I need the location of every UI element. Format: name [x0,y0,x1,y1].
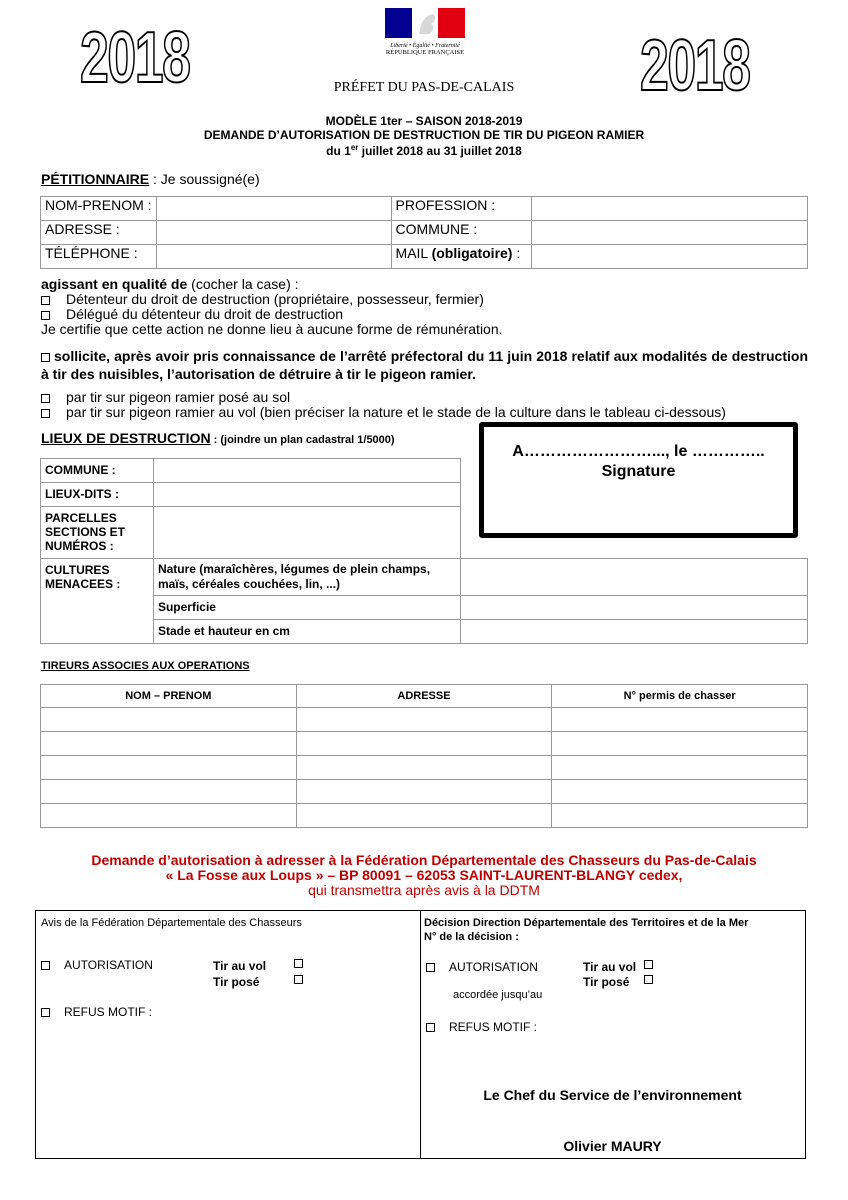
qualite-intro-bold: agissant en qualité de [41,276,188,292]
right-refus-label: REFUS MOTIF : [449,1020,537,1034]
label-adresse: ADRESSE : [41,221,157,245]
checkbox-left-tir-vol[interactable] [294,959,303,968]
tireurs-header-adresse: ADRESSE [296,685,552,708]
label-parcelles [41,507,154,559]
year-left: 2018 [80,18,190,98]
tireur-3-permis[interactable] [552,756,808,780]
tireur-3-nom[interactable] [41,756,297,780]
avis-decision-number: N° de la décision : [424,931,519,943]
cultures-table [40,558,808,644]
checkbox-right-autorisation[interactable] [426,963,435,972]
field-telephone[interactable] [156,245,391,269]
title3-sup: er [350,143,359,152]
tireur-5-permis[interactable] [552,804,808,828]
checkbox-detenteur[interactable] [41,296,50,305]
table-row [41,804,808,828]
label-nom-prenom: NOM-PRENOM : [41,197,157,221]
mail-c: : [512,245,521,261]
right-tir-pose-label: Tir posé [583,975,630,989]
qualite-option-1-label: Détenteur du droit de destruction (propriétaire, possesseur, fermier) [66,291,484,307]
qualite-certify: Je certifie que cette action ne donne lieu à aucune forme de rémunération. [41,321,503,337]
adresse-line-1: Demande d’autorisation à adresser à la Fédération Départementale des Chasseurs du Pas-de-Calais [91,852,757,868]
marianne-republic: RÉPUBLIQUE FRANÇAISE [385,49,465,56]
tireur-4-nom[interactable] [41,780,297,804]
right-tir-vol-label: Tir au vol [583,960,637,974]
parcelles-line-1: PARCELLES [45,511,117,525]
marianne-logo [385,8,465,64]
tir-option-pose-label: par tir sur pigeon ramier posé au sol [66,389,291,405]
label-lieux-commune: COMMUNE : [41,459,154,483]
avis-accordee: accordée jusqu’au [453,989,543,1001]
label-commune: COMMUNE : [391,221,532,245]
qualite-option-1[interactable] [41,292,503,307]
cultures-line-2: MENACEES : [45,577,121,591]
lieux-table-top [40,458,461,559]
checkbox-delegue[interactable] [41,311,50,320]
chef-service: Le Chef du Service de l’environnement [483,1087,742,1103]
title3-a: du 1 [326,144,351,158]
checkbox-left-refus[interactable] [41,1008,50,1017]
signature-box[interactable] [479,422,798,538]
avis-left-autorisation[interactable] [41,958,153,972]
petitionnaire-title: PÉTITIONNAIRE [41,171,150,187]
lieux-note: : (joindre un plan cadastral 1/5000) [210,434,395,446]
table-row [41,780,808,804]
tir-options [41,390,726,420]
mail-a: MAIL [395,245,432,261]
right-autorisation-label: AUTORISATION [449,960,538,974]
label-lieux-dits: LIEUX-DITS : [41,483,154,507]
tireur-1-nom[interactable] [41,708,297,732]
adresse-line-3: qui transmettra après avis à la DDTM [308,882,540,898]
tireur-2-adresse[interactable] [296,732,552,756]
year-right: 2018 [640,26,750,106]
signature-place-date: A……………………..., le ………….. [512,443,765,460]
field-nature[interactable] [460,559,807,596]
avis-right-title: Décision Direction Départementale des Territoires et de la Mer [424,917,749,929]
petitionnaire-suffix: : Je soussigné(e) [149,171,260,187]
checkbox-left-tir-pose[interactable] [294,975,303,984]
qualite-option-2[interactable] [41,307,503,322]
tireur-4-permis[interactable] [552,780,808,804]
label-stade: Stade et hauteur en cm [153,620,460,644]
label-cultures [41,559,154,644]
checkbox-right-refus[interactable] [426,1023,435,1032]
checkbox-left-autorisation[interactable] [41,961,50,970]
tireurs-title: TIREURS ASSOCIES AUX OPERATIONS [41,660,250,672]
signature-label: Signature [601,463,676,480]
mail-b: (obligatoire) [431,245,513,261]
form-title-1: MODÈLE 1ter – SAISON 2018-2019 [325,114,523,128]
qualite-intro-rest: (cocher la case) : [187,276,299,292]
left-autorisation-label: AUTORISATION [64,958,153,972]
table-row [41,732,808,756]
parcelles-line-2: SECTIONS ET [45,525,126,539]
tireur-3-adresse[interactable] [296,756,552,780]
petitionnaire-table [40,196,808,269]
qualite-intro [41,277,503,292]
checkbox-tir-vol[interactable] [41,409,50,418]
cultures-line-1: CULTURES [45,563,110,577]
field-superficie[interactable] [460,596,807,620]
tireur-5-adresse[interactable] [296,804,552,828]
label-telephone: TÉLÉPHONE : [41,245,157,269]
field-profession[interactable] [532,197,808,221]
tireur-1-adresse[interactable] [296,708,552,732]
form-title-2: DEMANDE D’AUTORISATION DE DESTRUCTION DE TIR DU PIGEON RAMIER [203,128,645,142]
field-lieux-commune[interactable] [153,459,460,483]
title3-b: juillet 2018 au 31 juillet 2018 [358,144,522,158]
checkbox-sollicite[interactable] [41,353,50,362]
lieux-heading [41,430,395,448]
adresse-line-2: « La Fosse aux Loups » – BP 80091 – 62053 SAINT-LAURENT-BLANGY cedex, [165,867,683,883]
tireur-5-nom[interactable] [41,804,297,828]
tir-option-vol[interactable] [41,405,726,420]
table-row [41,756,808,780]
tireur-2-nom[interactable] [41,732,297,756]
tir-option-vol-label: par tir sur pigeon ramier au vol (bien préciser la nature et le stade de la culture dans le tableau ci-dessous) [66,404,726,420]
field-lieux-dits[interactable] [153,483,460,507]
qualite-option-2-label: Délégué du détenteur du droit de destruction [66,306,344,322]
field-parcelles[interactable] [153,507,460,559]
avis-box [35,910,806,1159]
checkbox-right-tir-pose[interactable] [644,975,653,984]
label-profession: PROFESSION : [391,197,532,221]
field-commune[interactable] [532,221,808,245]
qualite-section [41,277,503,337]
tireurs-header-permis: N° permis de chasser [552,685,808,708]
field-adresse[interactable] [156,221,391,245]
chef-name: Olivier MAURY [563,1138,662,1154]
petitionnaire-heading [41,171,260,187]
tireur-4-adresse[interactable] [296,780,552,804]
prefet-title: PRÉFET DU PAS-DE-CALAIS [333,80,515,95]
label-nature: Nature (maraîchères, légumes de plein champs, maïs, céréales couchées, lin, ...) [153,559,460,596]
checkbox-tir-pose[interactable] [41,394,50,403]
sollicite-text: sollicite, après avoir pris connaissance de l’arrêté préfectoral du 11 juin 2018 relatif aux modalités de destruction à tir des nuisibles, l’autorisation de détruire à tir le pigeon ramier. [41,348,808,382]
label-superficie: Superficie [153,596,460,620]
label-mail [391,245,532,269]
left-tir-pose-label: Tir posé [213,975,260,989]
field-mail[interactable] [532,245,808,269]
checkbox-right-tir-vol[interactable] [644,960,653,969]
avis-right-autorisation[interactable] [426,960,538,974]
table-row [41,708,808,732]
avis-divider [420,911,421,1158]
tireur-2-permis[interactable] [552,732,808,756]
left-refus-label: REFUS MOTIF : [64,1005,152,1019]
field-stade[interactable] [460,620,807,644]
avis-left-refus[interactable] [41,1005,152,1019]
parcelles-line-3: NUMÉROS : [45,539,114,553]
field-nom-prenom[interactable] [156,197,391,221]
tireurs-header-nom: NOM – PRENOM [41,685,297,708]
avis-right-refus[interactable] [426,1020,537,1034]
tireurs-table [40,684,808,828]
lieux-title: LIEUX DE DESTRUCTION [41,430,211,446]
tireur-1-permis[interactable] [552,708,808,732]
avis-left-title: Avis de la Fédération Départementale des Chasseurs [41,917,302,929]
marianne-motto: Liberté • Égalité • Fraternité [390,43,460,49]
form-title-3 [0,143,848,158]
tir-option-pose[interactable] [41,390,726,405]
sollicite-paragraph [41,347,808,383]
left-tir-vol-label: Tir au vol [213,959,267,973]
